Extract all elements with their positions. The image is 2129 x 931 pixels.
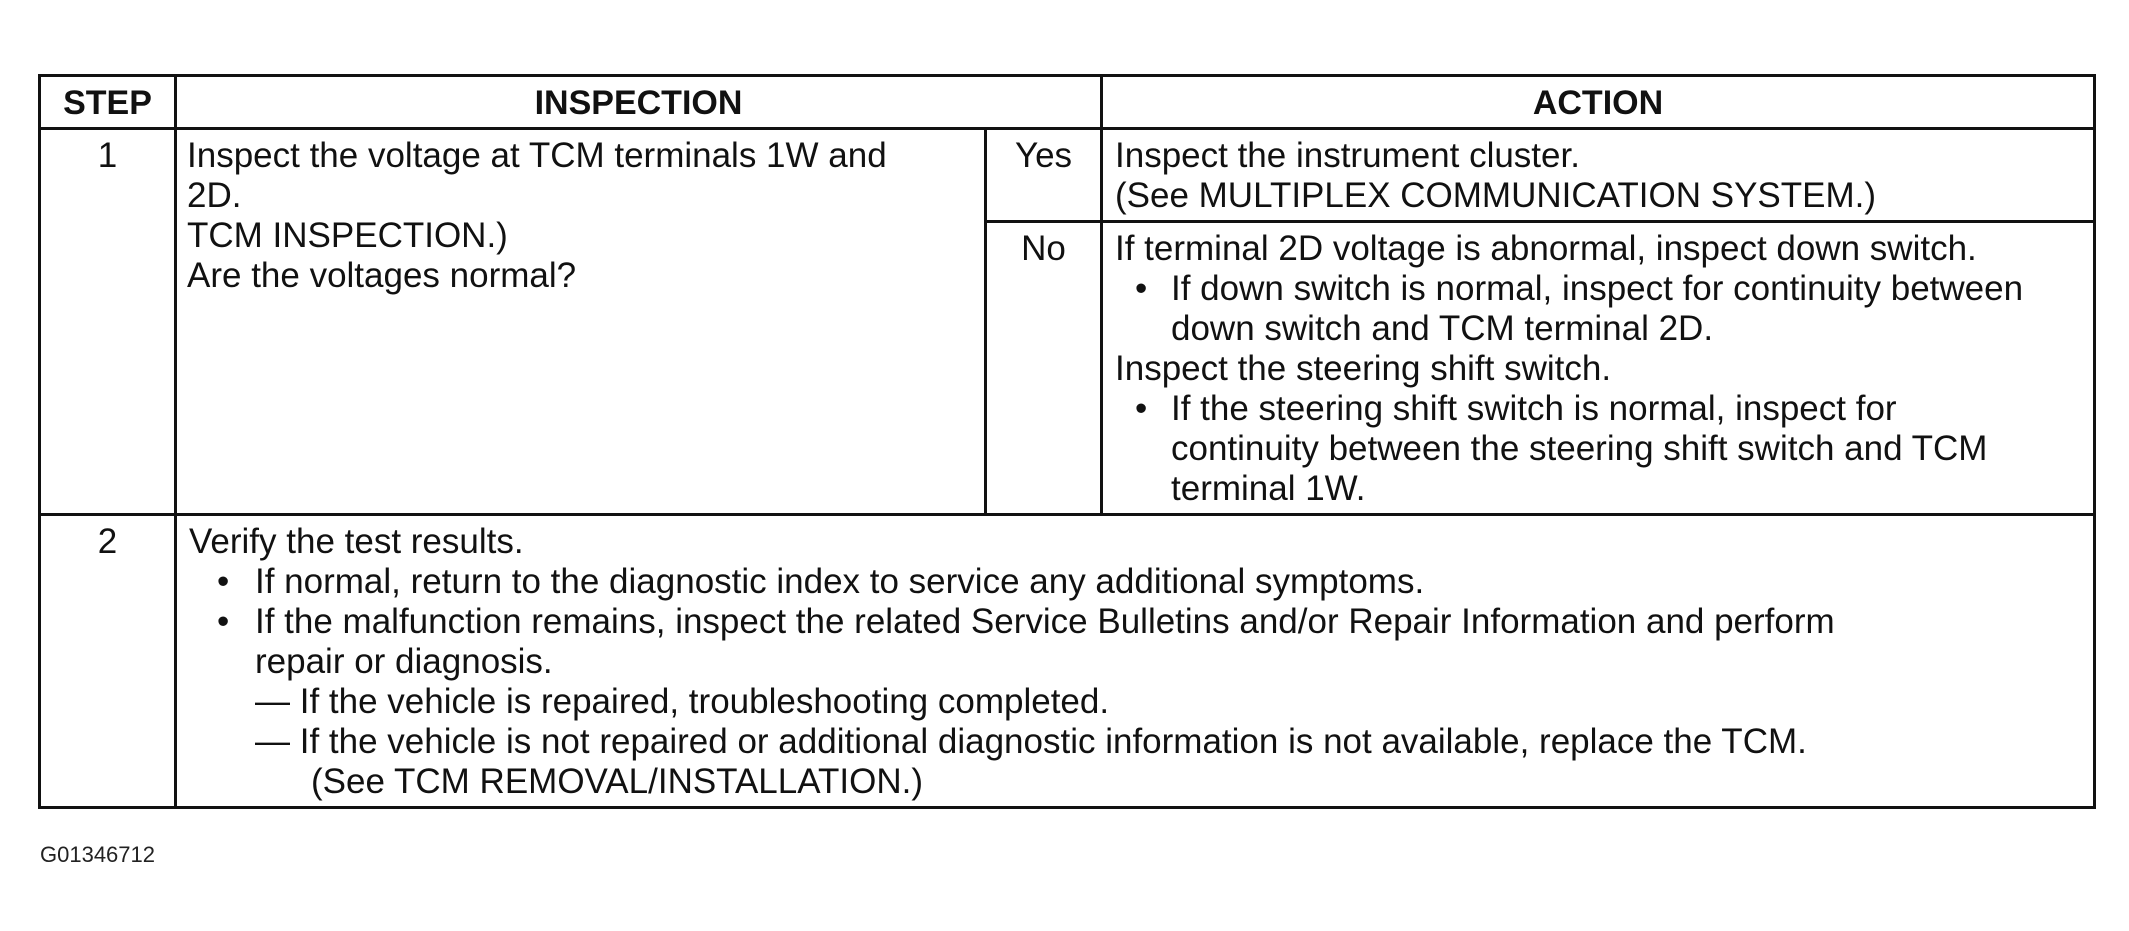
step1-inspection-line: Inspect the voltage at TCM terminals 1W and [187, 136, 887, 175]
yes-action-line: Inspect the instrument cluster. [1115, 136, 1580, 175]
step1-no-label: No [986, 222, 1102, 515]
header-step: STEP [40, 76, 176, 129]
header-row [40, 76, 2095, 129]
no-action-line: Inspect the steering shift switch. [1115, 349, 1612, 388]
no-action-bullet-line: If the steering shift switch is normal, inspect for [1171, 389, 1897, 428]
step1-yes-row [40, 129, 2095, 222]
no-action-line: If terminal 2D voltage is abnormal, inspect down switch. [1115, 229, 1977, 268]
step2-content [176, 515, 2095, 808]
step2-intro: Verify the test results. [189, 522, 524, 561]
step2-dash-line: — If the vehicle is not repaired or additional diagnostic information is not available, replace the TCM. [255, 722, 1807, 761]
header-action: ACTION [1102, 76, 2095, 129]
step1-yes-label: Yes [986, 129, 1102, 222]
bullet-mark: • [1135, 389, 1148, 428]
step2-bullet [189, 602, 2085, 682]
no-action-bullet [1115, 269, 2085, 349]
step1-no-action [1102, 222, 2095, 515]
no-action-bullet-line: continuity between the steering shift switch and TCM [1171, 429, 1988, 468]
step2-bullet-line: If normal, return to the diagnostic index to service any additional symptoms. [255, 562, 1425, 601]
step2-number: 2 [40, 515, 176, 808]
no-action-bullet [1115, 389, 2085, 509]
step1-inspection-line: 2D. [187, 176, 242, 215]
step1-inspection [176, 129, 986, 515]
bullet-mark: • [217, 602, 230, 641]
figure-id: G01346712 [40, 842, 155, 867]
step1-inspection-line: TCM INSPECTION.) [187, 216, 508, 255]
step2-dash-line: — If the vehicle is repaired, troubleshooting completed. [255, 682, 1110, 721]
header-inspection: INSPECTION [176, 76, 1102, 129]
step1-inspection-line: Are the voltages normal? [187, 256, 577, 295]
bullet-mark: • [217, 562, 230, 601]
no-action-bullet-line: If down switch is normal, inspect for continuity between [1171, 269, 2024, 308]
step2-bullet-line: If the malfunction remains, inspect the related Service Bulletins and/or Repair Information and perform [255, 602, 1835, 641]
bullet-mark: • [1135, 269, 1148, 308]
no-action-bullet-line: terminal 1W. [1171, 469, 1366, 508]
yes-action-line: (See MULTIPLEX COMMUNICATION SYSTEM.) [1115, 176, 1877, 215]
step2-dash-ref: (See TCM REMOVAL/INSTALLATION.) [311, 762, 923, 801]
step2-bullet [189, 562, 2085, 602]
no-action-bullet-line: down switch and TCM terminal 2D. [1171, 309, 1714, 348]
diagnostic-table [38, 74, 2096, 809]
step1-number: 1 [40, 129, 176, 515]
step1-yes-action [1102, 129, 2095, 222]
step2-row [40, 515, 2095, 808]
step2-bullet-line: repair or diagnosis. [255, 642, 553, 681]
